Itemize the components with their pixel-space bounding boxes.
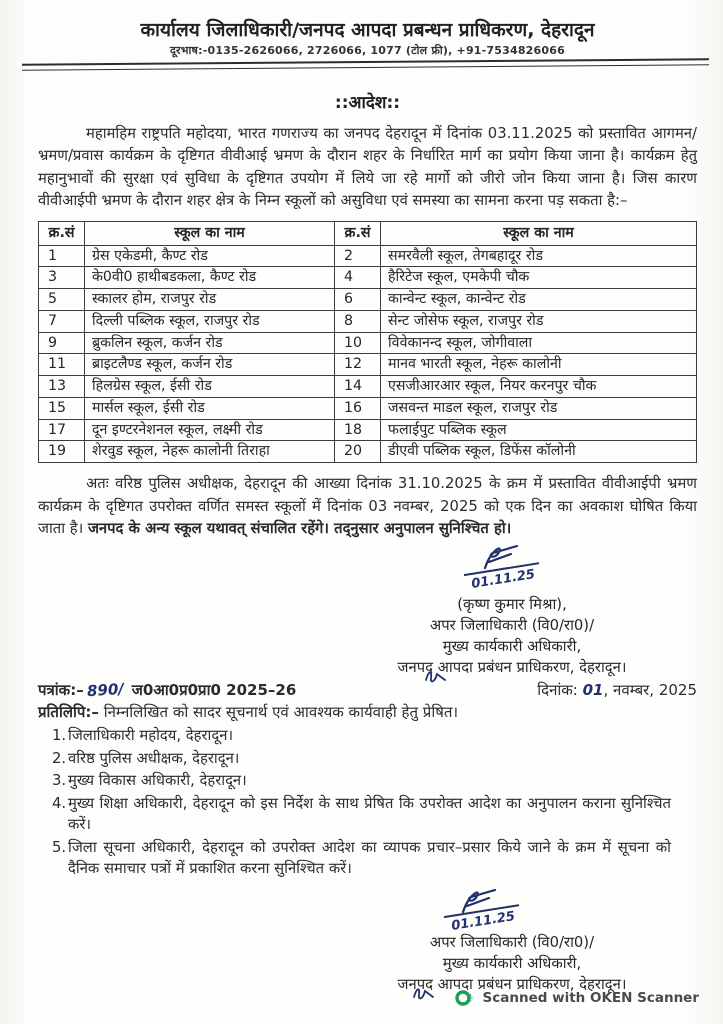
serial-cell: 19 xyxy=(39,441,85,463)
order-paragraph xyxy=(38,473,697,540)
school-cell: एसजीआरआर स्कूल, नियर करनपुर चौक xyxy=(381,376,697,398)
order-title: ::आदेश:: xyxy=(334,93,401,113)
order-paragraph-bold: जनपद के अन्य स्कूल यथावत् संचालित रहेंगे। तद्नुसार अनुपालन सुनिश्चित हो। xyxy=(87,519,512,537)
table-row xyxy=(39,441,697,463)
handwritten-date: 01.11.25 xyxy=(444,904,523,937)
school-cell: के0वी0 हाथीबडकला, कैण्ट रोड xyxy=(85,267,335,289)
signature-block-secondary xyxy=(327,886,697,995)
list-item xyxy=(38,725,697,746)
col-header-school-right: स्कूल का नाम xyxy=(381,221,697,245)
school-cell: मानव भारती स्कूल, नेहरू कालोनी xyxy=(381,354,697,376)
school-cell: सेन्ट जोसेफ स्कूल, राजपुर रोड xyxy=(381,310,697,332)
header-rule xyxy=(22,58,709,70)
signatory-name: (कृष्ण कुमार मिश्रा), xyxy=(457,596,567,614)
copies-intro-text: निम्नलिखित को सादर सूचनार्थ एवं आवश्यक कार्यवाही हेतु प्रेषित। xyxy=(98,703,459,722)
signatory-designation-2: मुख्य कार्यकारी अधिकारी, xyxy=(442,954,582,972)
serial-cell: 11 xyxy=(39,354,85,376)
serial-cell: 4 xyxy=(335,267,381,289)
list-item-text: वरिष्ठ पुलिस अधीक्षक, देहरादून। xyxy=(68,749,240,767)
signatory-office: जनपद आपदा प्रबंधन प्राधिकरण, देहरादून। xyxy=(397,659,627,677)
school-cell: शेरवुड स्कूल, नेहरू कालोनी तिराहा xyxy=(85,441,335,463)
date-rest: , नवम्बर, 2025 xyxy=(603,681,697,700)
serial-cell: 7 xyxy=(39,310,85,332)
serial-cell: 14 xyxy=(335,376,381,398)
serial-cell: 10 xyxy=(335,332,381,354)
handwritten-letter-number: 890/ xyxy=(86,680,125,701)
list-item-number: 4. xyxy=(52,794,67,812)
table-header-row xyxy=(39,221,697,245)
school-cell: जसवन्त माडल स्कूल, राजपुर रोड xyxy=(381,397,697,419)
table-row xyxy=(39,267,697,289)
oken-scanner-icon xyxy=(454,988,474,1008)
table-row xyxy=(39,376,697,398)
signatory-designation-1: अपर जिलाधिकारी (वि0/रा0)/ xyxy=(429,617,595,635)
signature-mark-area xyxy=(327,542,697,594)
signatory-office: जनपद आपदा प्रबंधन प्राधिकरण, देहरादून। xyxy=(397,975,627,993)
serial-cell: 2 xyxy=(335,245,381,267)
list-item xyxy=(38,748,697,769)
serial-cell: 12 xyxy=(335,354,381,376)
date-label: दिनांक: xyxy=(537,681,583,700)
list-item-number: 3. xyxy=(52,772,67,790)
school-cell: विवेकानन्द स्कूल, जोगीवाला xyxy=(381,332,697,354)
table-row xyxy=(39,397,697,419)
signatory-designation-2: मुख्य कार्यकारी अधिकारी, xyxy=(442,638,582,656)
serial-cell: 16 xyxy=(335,397,381,419)
serial-cell: 6 xyxy=(335,289,381,311)
serial-cell: 1 xyxy=(39,245,85,267)
table-row xyxy=(39,245,697,267)
signature-mark-area xyxy=(327,886,697,932)
serial-cell: 8 xyxy=(335,310,381,332)
school-cell: ब्रुकलिन स्कूल, कर्जन रोड xyxy=(85,332,335,354)
office-title: कार्यालय जिलाधिकारी/जनपद आपदा प्रबन्धन प्राधिकरण, देहरादून xyxy=(140,19,595,41)
serial-cell: 18 xyxy=(335,419,381,441)
col-header-sn-left: क्र.सं xyxy=(39,221,85,245)
list-item-text: जिला सूचना अधिकारी, देहरादून को उपरोक्त आदेश का व्यापक प्रचार–प्रसार किये जाने के क्रम में सूचना को दैनिक समाचार पत्रों में प्रकाशित करना सुनिश्चित करें। xyxy=(68,838,671,878)
paraph-scribble-icon xyxy=(411,983,437,1009)
col-header-sn-right: क्र.सं xyxy=(335,221,381,245)
list-item-text: जिलाधिकारी महोदय, देहरादून। xyxy=(68,727,234,745)
list-item-text: मुख्य शिक्षा अधिकारी, देहरादून को इस निर्देश के साथ प्रेषित कि उपरोक्त आदेश का अनुपालन कराना सुनिश्चित करें। xyxy=(68,794,671,834)
school-cell: ब्राइटलैण्ड स्कूल, कर्जन रोड xyxy=(85,354,335,376)
letter-number-label: पत्रांक:– xyxy=(38,681,84,700)
copies-list xyxy=(38,725,697,879)
school-cell: कान्वेन्ट स्कूल, कान्वेन्ट रोड xyxy=(381,289,697,311)
school-cell: ग्रेस एकेडमी, कैण्ट रोड xyxy=(85,245,335,267)
signatory-designation-1: अपर जिलाधिकारी (वि0/रा0)/ xyxy=(429,933,595,951)
opening-paragraph: महामहिम राष्ट्रपति महोदया, भारत गणराज्य का जनपद देहरादून में दिनांक 03.11.2025 को प्रस्तावित आगमन/भ्रमण/प्रवास कार्यक्रम के दृष्टिगत वीवीआई भ्रमण के दौरान शहर के निर्धारित मार्ग का प्रयोग किया जाना है। कार्यक्रम हेतु महानुभावों की सुरक्षा एवं सुविधा के दृष्टिगत उपयोग में लिये जा रहे मार्गो को जीरो जोन किया जाना है। जिस कारण वीवीआईपी भ्रमण के दौरान शहर क्षेत्र के निम्न स्कूलों को असुविधा एवं समस्या का सामना करना पड़ सकता है:– xyxy=(38,125,697,210)
handwritten-day: 01 xyxy=(582,681,604,700)
table-row xyxy=(39,419,697,441)
serial-cell: 17 xyxy=(39,419,85,441)
serial-cell: 3 xyxy=(39,267,85,289)
paraph-scribble-icon xyxy=(423,666,449,692)
scanner-text: Scanned with OKEN Scanner xyxy=(482,990,699,1006)
school-cell: हैरिटेज स्कूल, एमकेपी चौक xyxy=(381,267,697,289)
col-header-school-left: स्कूल का नाम xyxy=(85,221,335,245)
order-paragraph-normal: अतः वरिष्ठ पुलिस अधीक्षक, देहरादून की आख्या दिनांक 31.10.2025 के क्रम में प्रस्तावित वीवीआईपी भ्रमण कार्यक्रम के दृष्टिगत उपरोक्त वर्णित समस्त स्कूलों में दिनांक 03 नवम्बर, 2025 को एक दिन का अवकाश घोषित किया जाता है। xyxy=(38,475,697,537)
list-item xyxy=(38,793,697,836)
signature-block-primary xyxy=(327,542,697,678)
table-row xyxy=(39,332,697,354)
list-item-number: 1. xyxy=(52,727,67,745)
letter-number-rest: ज0आ0प्र0प्रा0 2025–26 xyxy=(131,681,297,700)
serial-cell: 15 xyxy=(39,397,85,419)
list-item-text: मुख्य विकास अधिकारी, देहरादून। xyxy=(68,772,247,790)
phone-line: दूरभाष:-0135-2626066, 2726066, 1077 (टोल फ्री), +91-7534826066 xyxy=(170,44,565,57)
table-row xyxy=(39,354,697,376)
reference-row xyxy=(38,680,697,700)
serial-cell: 9 xyxy=(39,332,85,354)
school-cell: दिल्ली पब्लिक स्कूल, राजपुर रोड xyxy=(85,310,335,332)
list-item xyxy=(38,770,697,791)
serial-cell: 20 xyxy=(335,441,381,463)
list-item-number: 2. xyxy=(52,749,67,767)
list-item-number: 5. xyxy=(52,838,67,856)
document-header xyxy=(38,16,697,113)
copies-intro xyxy=(38,702,697,722)
list-item xyxy=(38,837,697,880)
school-cell: समरवैली स्कूल, तेगबहादूर रोड xyxy=(381,245,697,267)
copies-label: प्रतिलिपि:– xyxy=(38,703,99,722)
schools-table xyxy=(38,221,697,463)
serial-cell: 13 xyxy=(39,376,85,398)
handwritten-date: 01.11.25 xyxy=(464,563,543,596)
serial-cell: 5 xyxy=(39,289,85,311)
school-cell: स्कालर होम, राजपुर रोड xyxy=(85,289,335,311)
table-row xyxy=(39,289,697,311)
school-cell: फलाईपुट पब्लिक स्कूल xyxy=(381,419,697,441)
school-cell: मार्सल स्कूल, ईसी रोड xyxy=(85,397,335,419)
table-row xyxy=(39,310,697,332)
scanner-branding xyxy=(454,988,699,1008)
school-cell: डीएवी पब्लिक स्कूल, डिफेंस कॉलोनी xyxy=(381,441,697,463)
school-cell: दून इण्टरनेशनल स्कूल, लक्ष्मी रोड xyxy=(85,419,335,441)
letter-number xyxy=(38,680,296,700)
order-date xyxy=(537,680,697,700)
school-cell: हिलग्रेस स्कूल, ईसी रोड xyxy=(85,376,335,398)
